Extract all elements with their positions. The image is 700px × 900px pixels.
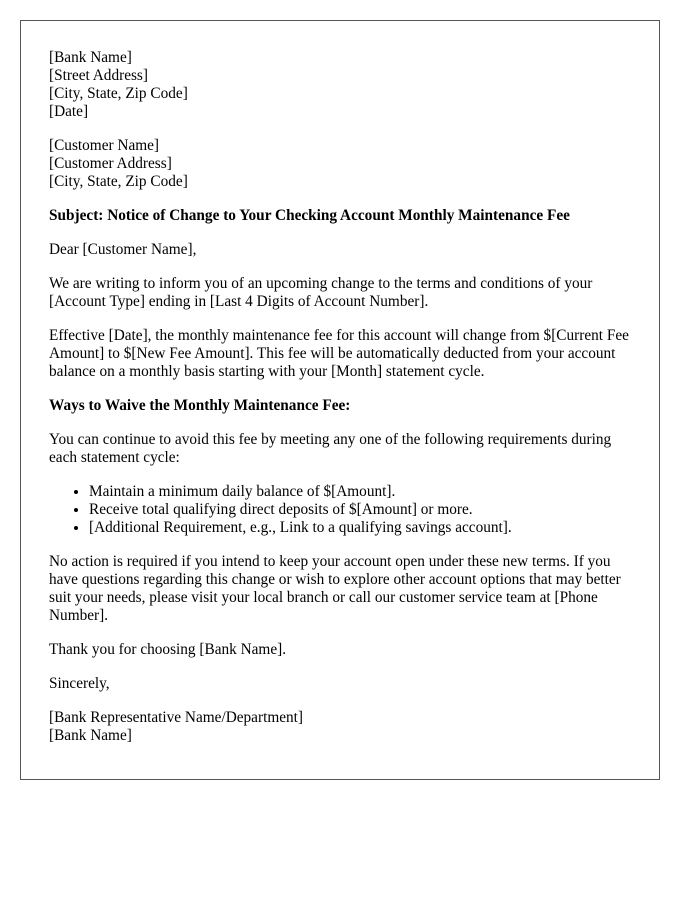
intro-paragraph: We are writing to inform you of an upcoming change to the terms and conditions of your [Account Type] ending in [Last 4 Digits of Account Number]. <box>49 275 593 310</box>
letter <box>20 20 660 780</box>
letter-date: [Date] <box>49 103 89 120</box>
list-item: • Maintain a minimum daily balance of $[Amount]. <box>89 483 631 501</box>
waive-requirements-list <box>49 483 631 537</box>
recipient-name: [Customer Name] <box>49 137 160 154</box>
recipient-address-line: [Customer Address] <box>49 155 172 172</box>
signature-block <box>49 709 631 745</box>
signoff: Sincerely, <box>49 675 110 692</box>
sender-address <box>49 49 631 121</box>
representative-name: [Bank Representative Name/Department] <box>49 709 303 726</box>
signature-bank-name: [Bank Name] <box>49 727 132 744</box>
recipient-address <box>49 137 631 191</box>
sender-bank-name: [Bank Name] <box>49 49 132 66</box>
salutation: Dear [Customer Name], <box>49 241 197 258</box>
effective-paragraph: Effective [Date], the monthly maintenance fee for this account will change from $[Current Fee Amount] to $[New Fee Amount]. This fee will be automatically deducted from your account balance on a monthly basis starting with your [Month] statement cycle. <box>49 327 629 380</box>
list-item: • [Additional Requirement, e.g., Link to a qualifying savings account]. <box>89 519 631 537</box>
waive-heading: Ways to Waive the Monthly Maintenance Fee: <box>49 397 351 414</box>
list-item: • Receive total qualifying direct deposits of $[Amount] or more. <box>89 501 631 519</box>
sender-city: [City, State, Zip Code] <box>49 85 188 102</box>
recipient-city: [City, State, Zip Code] <box>49 173 188 190</box>
thanks-line: Thank you for choosing [Bank Name]. <box>49 641 287 658</box>
sender-street: [Street Address] <box>49 67 148 84</box>
subject-line: Subject: Notice of Change to Your Checking Account Monthly Maintenance Fee <box>49 207 570 224</box>
action-paragraph: No action is required if you intend to keep your account open under these new terms. If you have questions regarding this change or wish to explore other account options that may better suit your needs, please visit your local branch or call our customer service team at [Phone Number]. <box>49 553 621 624</box>
waive-intro: You can continue to avoid this fee by meeting any one of the following requirements during each statement cycle: <box>49 431 612 466</box>
